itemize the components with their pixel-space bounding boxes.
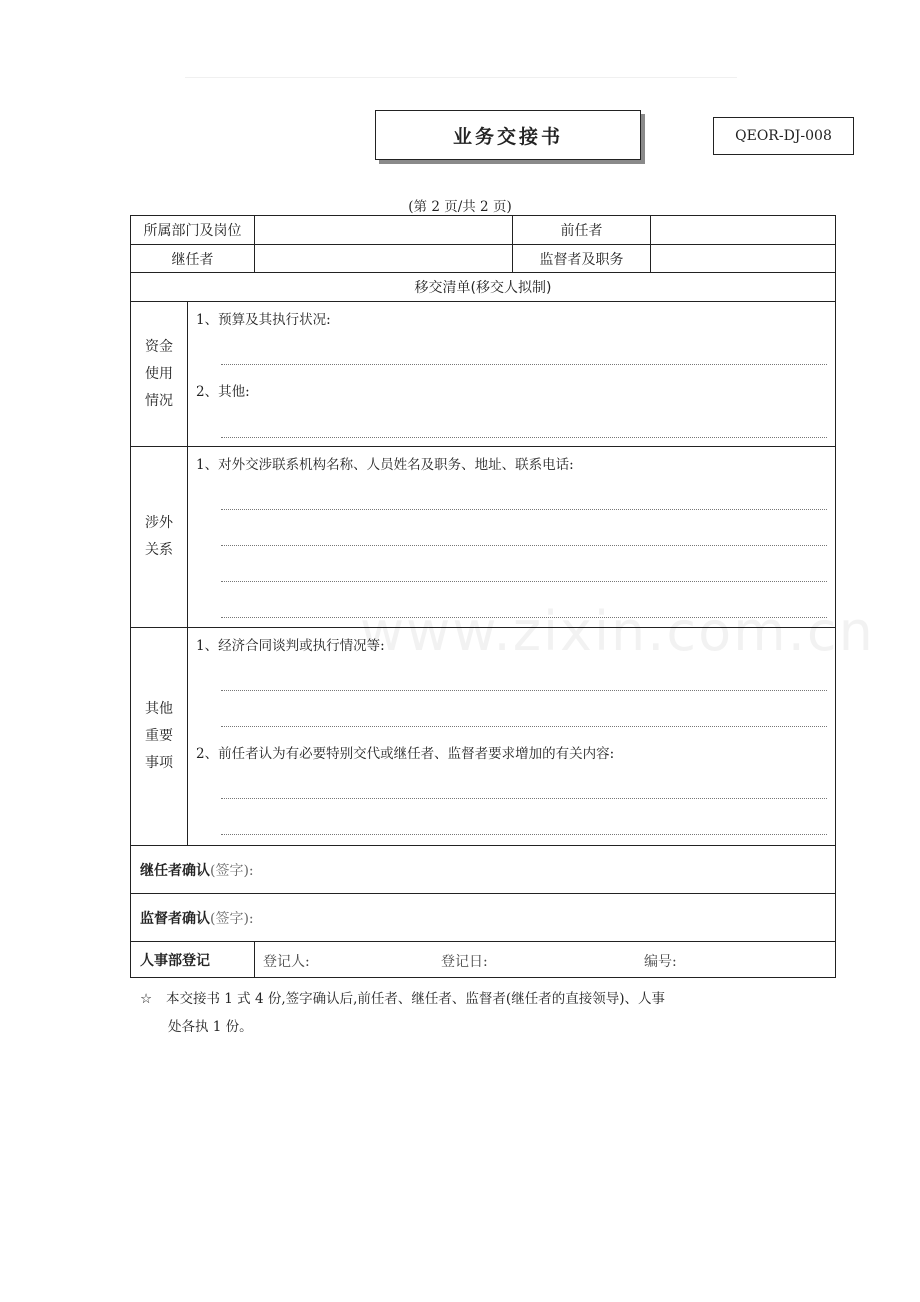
supervisor-field[interactable] xyxy=(651,245,836,273)
supervisor-confirm-label: 监督者确认 xyxy=(140,910,210,927)
other-label-line: 其他 xyxy=(145,701,173,717)
external-section xyxy=(131,447,836,628)
footnote-text-1: 本交接书 1 式 4 份,签字确认后,前任者、继任者、监督者(继任者的直接领导)、人事 xyxy=(166,991,665,1007)
footnote xyxy=(140,985,800,1041)
write-line[interactable] xyxy=(221,799,827,835)
star-icon: ☆ xyxy=(140,991,153,1007)
info-row-1 xyxy=(131,216,836,245)
other-content xyxy=(188,628,836,846)
supervisor-label: 监督者及职务 xyxy=(513,245,651,273)
funds-item-budget: 1、预算及其执行状况: xyxy=(196,312,331,328)
supervisor-confirm-field[interactable] xyxy=(131,894,836,942)
successor-label: 继任者 xyxy=(131,245,255,273)
other-label-line: 重要 xyxy=(145,728,173,744)
predecessor-field[interactable] xyxy=(651,216,836,245)
handover-title-row xyxy=(131,273,836,302)
other-label xyxy=(131,628,188,846)
document-code: QEOR-DJ-008 xyxy=(713,117,854,155)
other-item-additional: 2、前任者认为有必要特别交代或继任者、监督者要求增加的有关内容: xyxy=(196,746,615,762)
write-line[interactable] xyxy=(221,510,827,546)
hr-registration-label xyxy=(131,942,255,978)
funds-item-other: 2、其他: xyxy=(196,384,250,400)
watermark: www.zixin.com.cn xyxy=(360,600,875,663)
hr-registration-fields[interactable] xyxy=(255,942,836,978)
hr-registration-row xyxy=(131,942,836,978)
external-item-contacts: 1、对外交涉联系机构名称、人员姓名及职务、地址、联系电话: xyxy=(196,457,574,473)
footnote-line-1 xyxy=(140,985,800,1013)
successor-confirm-label: 继任者确认 xyxy=(140,862,210,879)
dept-position-field[interactable] xyxy=(255,216,513,245)
funds-label-line: 资金 xyxy=(145,338,173,355)
write-line[interactable] xyxy=(221,330,827,365)
registrar-label: 登记人: xyxy=(263,954,310,970)
funds-content xyxy=(188,302,836,447)
write-line[interactable] xyxy=(221,691,827,727)
funds-label-line: 使用 xyxy=(145,365,173,382)
page-indicator: (第 2 页/共 2 页) xyxy=(408,199,512,215)
successor-field[interactable] xyxy=(255,245,513,273)
funds-label xyxy=(131,302,188,447)
write-line[interactable] xyxy=(221,582,827,618)
write-line[interactable] xyxy=(221,764,827,799)
dept-position-label: 所属部门及岗位 xyxy=(131,216,255,245)
footnote-line-2: 处各执 1 份。 xyxy=(168,1019,253,1035)
handover-form xyxy=(130,215,836,978)
successor-confirm-sub: (签字): xyxy=(210,862,254,879)
other-label-line: 事项 xyxy=(145,755,173,771)
top-rule xyxy=(185,77,737,78)
external-label xyxy=(131,447,188,628)
funds-label-line: 情况 xyxy=(145,392,173,409)
registration-date-label: 登记日: xyxy=(441,954,488,970)
write-line[interactable] xyxy=(221,402,827,438)
other-item-contracts: 1、经济合同谈判或执行情况等: xyxy=(196,638,385,654)
funds-section xyxy=(131,302,836,447)
successor-confirm-field[interactable] xyxy=(131,846,836,894)
info-row-2 xyxy=(131,245,836,273)
external-label-line: 关系 xyxy=(145,542,173,558)
supervisor-confirm-sub: (签字): xyxy=(210,910,254,927)
registration-number-label: 编号: xyxy=(644,954,677,970)
document-title: 业务交接书 xyxy=(375,110,641,160)
supervisor-confirm-row xyxy=(131,894,836,942)
external-content xyxy=(188,447,836,628)
handover-list-title: 移交清单(移交人拟制) xyxy=(131,273,836,302)
successor-confirm-row xyxy=(131,846,836,894)
write-line[interactable] xyxy=(221,656,827,691)
hr-registration-label-text: 人事部登记 xyxy=(140,952,210,969)
predecessor-label: 前任者 xyxy=(513,216,651,245)
write-line[interactable] xyxy=(221,546,827,582)
external-label-line: 涉外 xyxy=(145,515,173,531)
write-line[interactable] xyxy=(221,475,827,510)
other-section xyxy=(131,628,836,846)
